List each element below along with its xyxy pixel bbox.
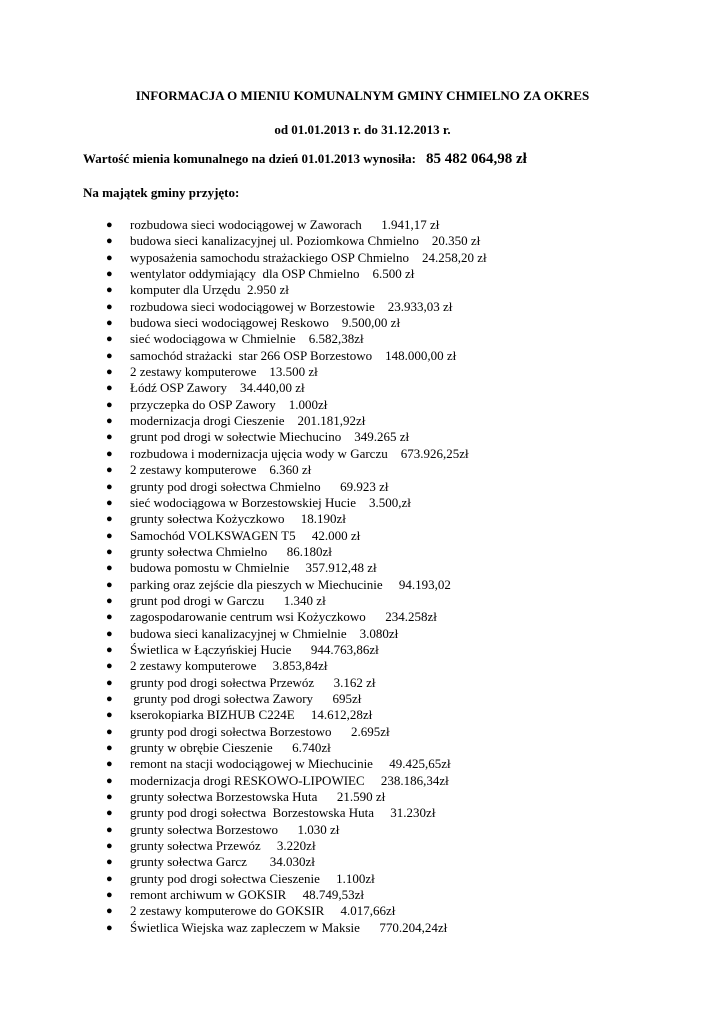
list-item bbox=[0, 544, 487, 560]
opening-value-label: Wartość mienia komunalnego na dzień 01.01.2013 wynosiła: bbox=[83, 151, 416, 166]
list-item bbox=[0, 397, 487, 413]
bullet-icon: ● bbox=[106, 872, 113, 885]
list-item bbox=[0, 871, 487, 887]
bullet-icon: ● bbox=[106, 840, 113, 853]
list-item-text: wyposażenia samochodu strażackiego OSP Chmielno 24.258,20 zł bbox=[130, 249, 487, 265]
bullet-icon: ● bbox=[106, 627, 113, 640]
list-item bbox=[0, 250, 487, 266]
list-item bbox=[0, 560, 487, 576]
bullet-icon: ● bbox=[106, 382, 113, 395]
bullet-icon: ● bbox=[106, 480, 113, 493]
list-item bbox=[0, 707, 487, 723]
list-item-text: grunty sołectwa Borzestowska Huta 21.590 zł bbox=[130, 789, 386, 805]
list-item-text: grunty sołectwa Chmielno 86.180zł bbox=[130, 543, 332, 559]
list-item bbox=[0, 838, 487, 854]
asset-list bbox=[0, 217, 487, 936]
list-item bbox=[0, 903, 487, 919]
bullet-icon: ● bbox=[106, 235, 113, 248]
bullet-icon: ● bbox=[106, 219, 113, 231]
list-item-text: remont archiwum w GOKSIR 48.749,53zł bbox=[130, 887, 364, 903]
list-item-text: Świetlica Wiejska waz zapleczem w Maksie 770.204,24zł bbox=[130, 919, 448, 935]
list-item bbox=[0, 854, 487, 870]
list-item bbox=[0, 593, 487, 609]
list-item bbox=[0, 691, 487, 707]
list-item-text: parking oraz zejście dla pieszych w Miechucinie 94.193,02 bbox=[130, 576, 451, 592]
list-item-text: grunty pod drogi sołectwa Borzestowska Huta 31.230zł bbox=[130, 805, 436, 821]
list-item-text: kserokopiarka BIZHUB C224E 14.612,28zł bbox=[130, 707, 373, 723]
list-item-text: grunty pod drogi sołectwa Zawory 695zł bbox=[130, 690, 362, 706]
list-item bbox=[0, 920, 487, 936]
list-item-text: zagospodarowanie centrum wsi Kożyczkowo 234.258zł bbox=[130, 609, 437, 625]
list-item bbox=[0, 364, 487, 380]
bullet-icon: ● bbox=[106, 856, 113, 869]
bullet-icon: ● bbox=[106, 643, 113, 656]
list-item bbox=[0, 577, 487, 593]
list-item bbox=[0, 724, 487, 740]
list-item bbox=[0, 429, 487, 445]
bullet-icon: ● bbox=[106, 464, 113, 477]
section-heading: Na majątek gminy przyjęto: bbox=[83, 185, 240, 200]
bullet-icon: ● bbox=[106, 889, 113, 902]
list-item-text: Łódź OSP Zawory 34.440,00 zł bbox=[130, 380, 305, 396]
list-item bbox=[0, 511, 487, 527]
list-item bbox=[0, 331, 487, 347]
list-item-text: remont na stacji wodociągowej w Miechucinie 49.425,65zł bbox=[130, 756, 451, 772]
list-item bbox=[0, 822, 487, 838]
list-item-text: przyczepka do OSP Zawory 1.000zł bbox=[130, 396, 328, 412]
list-item bbox=[0, 299, 487, 315]
list-item-text: budowa sieci kanalizacyjnej w Chmielnie 3.080zł bbox=[130, 625, 399, 641]
list-item bbox=[0, 773, 487, 789]
list-item-text: 2 zestawy komputerowe 3.853,84zł bbox=[130, 658, 328, 674]
list-item-text: grunty sołectwa Borzestowo 1.030 zł bbox=[130, 821, 340, 837]
list-item bbox=[0, 348, 487, 364]
bullet-icon: ● bbox=[106, 431, 113, 444]
bullet-icon: ● bbox=[106, 594, 113, 607]
bullet-icon: ● bbox=[106, 807, 113, 820]
bullet-icon: ● bbox=[106, 921, 113, 934]
list-item-text: grunty sołectwa Przewóz 3.220zł bbox=[130, 838, 316, 854]
bullet-icon: ● bbox=[106, 758, 113, 771]
bullet-icon: ● bbox=[106, 251, 113, 264]
list-item bbox=[0, 887, 487, 903]
bullet-icon: ● bbox=[106, 676, 113, 689]
list-item bbox=[0, 217, 487, 233]
list-item bbox=[0, 740, 487, 756]
list-item bbox=[0, 789, 487, 805]
list-item bbox=[0, 642, 487, 658]
bullet-icon: ● bbox=[106, 823, 113, 836]
list-item-text: grunty w obrębie Cieszenie 6.740zł bbox=[130, 740, 331, 755]
list-item-text: budowa pomostu w Chmielnie 357.912,48 zł bbox=[130, 560, 377, 576]
bullet-icon: ● bbox=[106, 529, 113, 542]
document-title: INFORMACJA O MIENIU KOMUNALNYM GMINY CHMIELNO ZA OKRES bbox=[135, 88, 590, 103]
list-item bbox=[0, 626, 487, 642]
list-item bbox=[0, 805, 487, 821]
list-item-text: wentylator oddymiający dla OSP Chmielno 6.500 zł bbox=[130, 266, 415, 282]
list-item bbox=[0, 446, 487, 462]
opening-value-line bbox=[83, 151, 527, 168]
bullet-icon: ● bbox=[106, 447, 113, 460]
bullet-icon: ● bbox=[106, 774, 113, 787]
list-item-text: budowa sieci kanalizacyjnej ul. Poziomkowa Chmielno 20.350 zł bbox=[130, 233, 481, 249]
bullet-icon: ● bbox=[106, 300, 113, 313]
list-item-text: 2 zestawy komputerowe do GOKSIR 4.017,66zł bbox=[130, 903, 396, 919]
list-item bbox=[0, 756, 487, 772]
list-item-text: rozbudowa sieci wodociągowej w Zaworach 1.941,17 zł bbox=[130, 217, 440, 232]
list-item-text: komputer dla Urzędu 2.950 zł bbox=[130, 282, 289, 298]
list-item-text: grunty pod drogi sołectwa Chmielno 69.923 zł bbox=[130, 478, 389, 494]
bullet-icon: ● bbox=[106, 692, 113, 705]
list-item-text: grunty pod drogi sołectwa Przewóz 3.162 zł bbox=[130, 674, 376, 690]
list-item bbox=[0, 233, 487, 249]
list-item-text: grunt pod drogi w Garczu 1.340 zł bbox=[130, 592, 326, 608]
reporting-period: od 01.01.2013 r. do 31.12.2013 r. bbox=[274, 122, 451, 137]
list-item bbox=[0, 479, 487, 495]
list-item-text: 2 zestawy komputerowe 6.360 zł bbox=[130, 462, 312, 478]
list-item bbox=[0, 675, 487, 691]
bullet-icon: ● bbox=[106, 905, 113, 918]
list-item-text: rozbudowa i modernizacja ujęcia wody w Garczu 673.926,25zł bbox=[130, 445, 469, 461]
list-item bbox=[0, 528, 487, 544]
list-item bbox=[0, 315, 487, 331]
list-item-text: Samochód VOLKSWAGEN T5 42.000 zł bbox=[130, 527, 361, 543]
bullet-icon: ● bbox=[106, 562, 113, 575]
list-item bbox=[0, 658, 487, 674]
bullet-icon: ● bbox=[106, 268, 113, 281]
list-item-text: 2 zestawy komputerowe 13.500 zł bbox=[130, 364, 318, 380]
list-item bbox=[0, 266, 487, 282]
bullet-icon: ● bbox=[106, 349, 113, 362]
bullet-icon: ● bbox=[106, 366, 113, 379]
list-item-text: grunty sołectwa Kożyczkowo 18.190zł bbox=[130, 511, 346, 527]
list-item-text: budowa sieci wodociągowej Reskowo 9.500,00 zł bbox=[130, 315, 401, 331]
bullet-icon: ● bbox=[106, 725, 113, 738]
list-item-text: grunt pod drogi w sołectwie Miechucino 349.265 zł bbox=[130, 429, 410, 445]
list-item-text: modernizacja drogi Cieszenie 201.181,92zł bbox=[130, 413, 366, 429]
list-item-text: sieć wodociągowa w Chmielnie 6.582,38zł bbox=[130, 331, 364, 347]
bullet-icon: ● bbox=[106, 791, 113, 804]
bullet-icon: ● bbox=[106, 398, 113, 411]
list-item bbox=[0, 495, 487, 511]
bullet-icon: ● bbox=[106, 496, 113, 509]
bullet-icon: ● bbox=[106, 284, 113, 297]
bullet-icon: ● bbox=[106, 611, 113, 624]
bullet-icon: ● bbox=[106, 742, 113, 754]
bullet-icon: ● bbox=[106, 415, 113, 428]
list-item bbox=[0, 462, 487, 478]
opening-value-amount: 85 482 064,98 zł bbox=[425, 151, 527, 167]
bullet-icon: ● bbox=[106, 333, 113, 346]
bullet-icon: ● bbox=[106, 660, 113, 673]
list-item bbox=[0, 413, 487, 429]
list-item-text: sieć wodociągowa w Borzestowskiej Hucie 3.500,zł bbox=[130, 494, 411, 510]
list-item-text: grunty pod drogi sołectwa Cieszenie 1.100zł bbox=[130, 870, 375, 886]
bullet-icon: ● bbox=[106, 578, 113, 591]
list-item-text: modernizacja drogi RESKOWO-LIPOWIEC 238.186,34zł bbox=[130, 772, 449, 788]
bullet-icon: ● bbox=[106, 709, 113, 722]
list-item-text: grunty pod drogi sołectwa Borzestowo 2.695zł bbox=[130, 723, 390, 739]
list-item-text: Świetlica w Łączyńskiej Hucie 944.763,86zł bbox=[130, 641, 379, 657]
bullet-icon: ● bbox=[106, 317, 113, 330]
list-item-text: grunty sołectwa Garcz 34.030zł bbox=[130, 854, 315, 870]
list-item bbox=[0, 380, 487, 396]
list-item bbox=[0, 282, 487, 298]
list-item-text: rozbudowa sieci wodociągowej w Borzestowie 23.933,03 zł bbox=[130, 298, 453, 314]
list-item-text: samochód strażacki star 266 OSP Borzestowo 148.000,00 zł bbox=[130, 347, 457, 363]
bullet-icon: ● bbox=[106, 513, 113, 526]
bullet-icon: ● bbox=[106, 545, 113, 558]
list-item bbox=[0, 609, 487, 625]
